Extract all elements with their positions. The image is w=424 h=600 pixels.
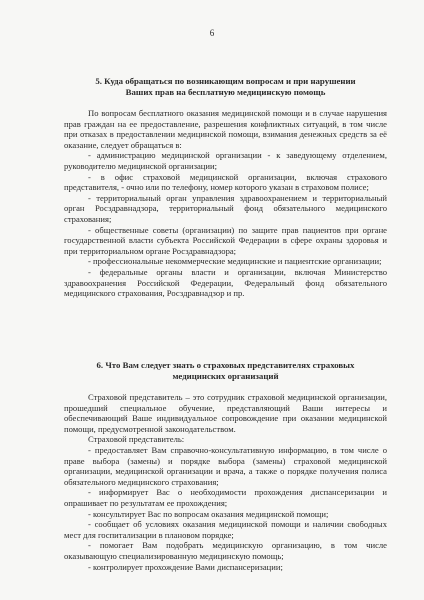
- section-6-list-item: - контролирует прохождение Вами диспансеризации;: [88, 561, 283, 572]
- section-5-list-item: - территориальный орган управления здравоохранением и территориальный орган Росздравнадзора, территориальный фонд обязательного медицинского страхования;: [64, 192, 387, 224]
- section-6: [64, 360, 387, 381]
- section-6-paragraph: Страховой представитель:: [88, 434, 185, 445]
- section-5-heading-line-1: 5. Куда обращаться по возникающим вопросам и при нарушении: [95, 76, 356, 86]
- section-5-list-item: - федеральные органы власти и организации, включая Министерство здравоохранения Российской Федерации, Федеральный фонд обязательного медицинского страхования, Росздравнадзор и пр.: [64, 266, 387, 299]
- section-5: [64, 76, 387, 97]
- section-5-heading-line-2: Ваших прав на бесплатную медицинскую помощь: [125, 86, 326, 97]
- page-number: 6: [209, 28, 215, 38]
- section-6-paragraph: Страховой представитель – это сотрудник страховой медицинской организации, прошедший специальное обучение, представляющий Ваши интересы и обеспечивающий Ваше индивидуальное сопровождение при оказании медицинской помощи, предусмотренной законодательством.: [64, 392, 387, 434]
- section-5-list-item: - профессиональные некоммерческие медицинские и пациентские организации;: [88, 256, 382, 267]
- section-6-heading-line-1: 6. Что Вам следует знать о страховых представителях страховых: [96, 360, 355, 370]
- section-5-list-item: - в офис страховой медицинской организации, включая страхового представителя, - очно или по телефону, номер которого указан в страховом полисе;: [64, 171, 387, 193]
- section-6-list-item: - информирует Вас о необходимости прохождения диспансеризации и опрашивает по результатам ее прохождения;: [64, 487, 387, 508]
- section-6-body: [64, 392, 387, 572]
- section-6-heading-line-2: медицинских организаций: [172, 370, 279, 381]
- section-6-list-item: - помогает Вам подобрать медицинскую организацию, в том числе оказывающую специализированную медицинскую помощь;: [64, 540, 387, 561]
- section-6-list-item: - консультирует Вас по вопросам оказания медицинской помощи;: [88, 508, 329, 519]
- section-5-list-item: - общественные советы (организации) по защите прав пациентов при органе государственной власти субъекта Российской Федерации в сфере охраны здоровья и при территориальном органе Росздравнадзора;: [64, 224, 387, 256]
- section-6-list-item: - предоставляет Вам справочно-консультативную информацию, в том числе о праве выбора (замены) и порядке выбора (замены) страховой медицинской организации, медицинской организации и врача, а также о порядке получения полиса обязательного медицинского страхования;: [64, 444, 387, 487]
- section-5-list-item: - администрацию медицинской организации - к заведующему отделением, руководителю медицинской организации;: [64, 150, 387, 171]
- section-6-list-item: - сообщает об условиях оказания медицинской помощи и наличии свободных мест для госпитализации в плановом порядке;: [64, 519, 387, 540]
- section-5-paragraph: По вопросам бесплатного оказания медицинской помощи и в случае нарушения прав граждан на ее предоставление, разрешения конфликтных ситуаций, в том числе при отказах в предоставлении медицинской помощи, взимания денежных средств за её оказание, следует обращаться в:: [64, 108, 387, 150]
- section-5-body: [64, 108, 387, 299]
